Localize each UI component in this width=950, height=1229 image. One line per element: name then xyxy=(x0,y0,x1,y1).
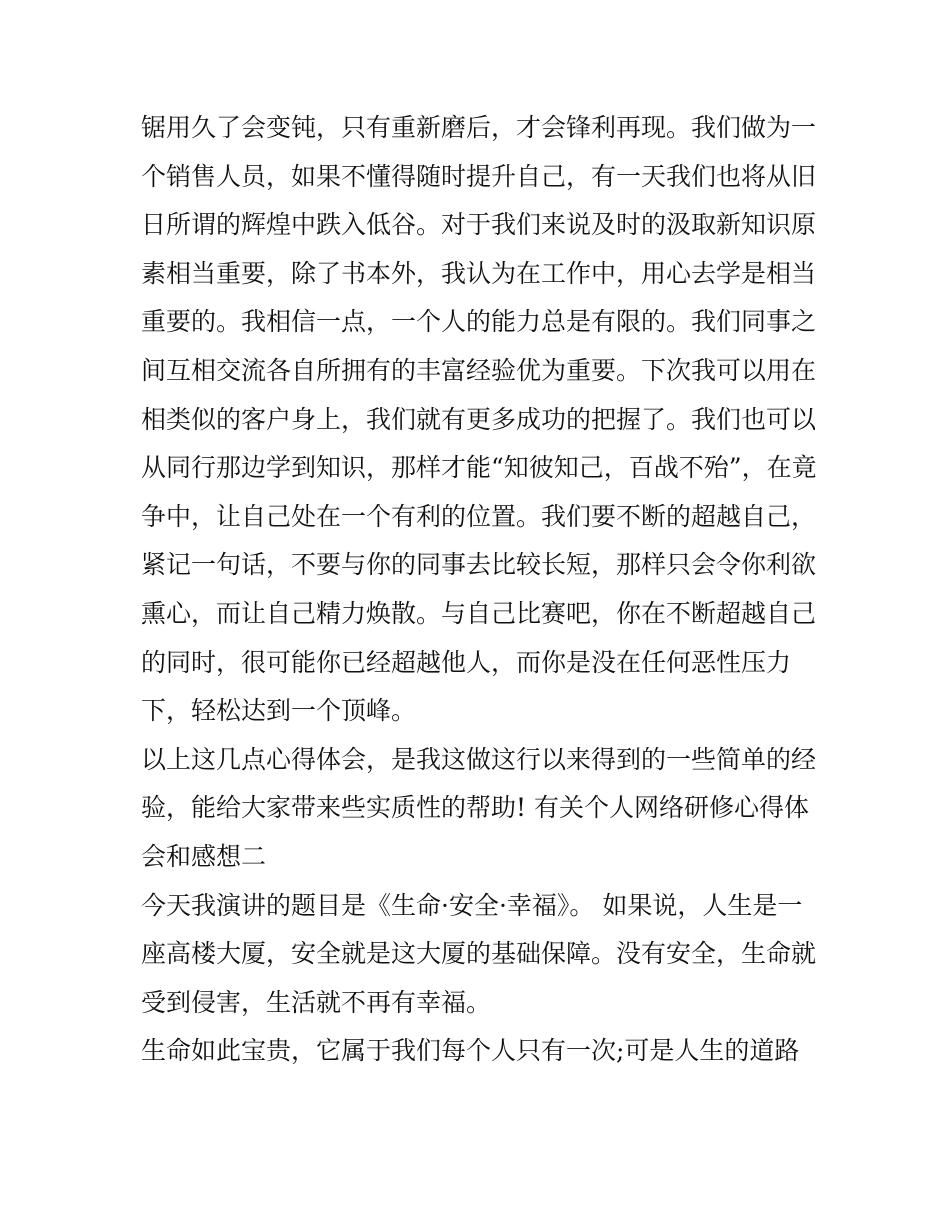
text-line: 的同时，很可能你已经超越他人，而你是没在任何恶性压力 xyxy=(141,647,792,677)
text-line: 从同行那边学到知识，那样才能“知彼知己，百战不殆”，在竟 xyxy=(141,453,817,483)
document-body xyxy=(141,104,821,1076)
text-line: 验，能给大家带来些实质性的帮助! 有关个人网络研修心得体 xyxy=(141,793,809,823)
text-line: 日所谓的辉煌中跌入低谷。对于我们来说及时的汲取新知识原 xyxy=(141,210,817,240)
text-line: 以上这几点心得体会，是我这做这行以来得到的一些简单的经 xyxy=(141,744,817,774)
text-line: 争中，让自己处在一个有利的位置。我们要不断的超越自己， xyxy=(141,501,817,531)
text-line: 重要的。我相信一点，一个人的能力总是有限的。我们同事之 xyxy=(141,307,817,337)
text-line: 相类似的客户身上，我们就有更多成功的把握了。我们也可以 xyxy=(141,404,817,434)
text-line: 素相当重要，除了书本外，我认为在工作中，用心去学是相当 xyxy=(141,258,817,288)
text-line: 紧记一句话，不要与你的同事去比较长短，那样只会令你利欲 xyxy=(141,550,817,580)
text-line: 下，轻松达到一个顶峰。 xyxy=(141,696,417,726)
text-line: 座高楼大厦，安全就是这大厦的基础保障。没有安全，生命就 xyxy=(141,939,817,969)
text-line: 受到侵害，生活就不再有幸福。 xyxy=(141,987,492,1017)
text-line: 生命如此宝贵，它属于我们每个人只有一次;可是人生的道路 xyxy=(141,1036,800,1066)
text-line: 个销售人员，如果不懂得随时提升自己，有一天我们也将从旧 xyxy=(141,161,817,191)
text-line: 熏心，而让自己精力焕散。与自己比赛吧，你在不断超越自己 xyxy=(141,598,817,628)
text-line: 间互相交流各自所拥有的丰富经验优为重要。下次我可以用在 xyxy=(141,355,817,385)
text-line: 锯用久了会变钝，只有重新磨后，才会锋利再现。我们做为一 xyxy=(141,113,817,142)
text-line: 今天我演讲的题目是《生命·安全·幸福》。 如果说，人生是一 xyxy=(141,890,803,920)
text-line: 会和感想二 xyxy=(141,841,267,871)
